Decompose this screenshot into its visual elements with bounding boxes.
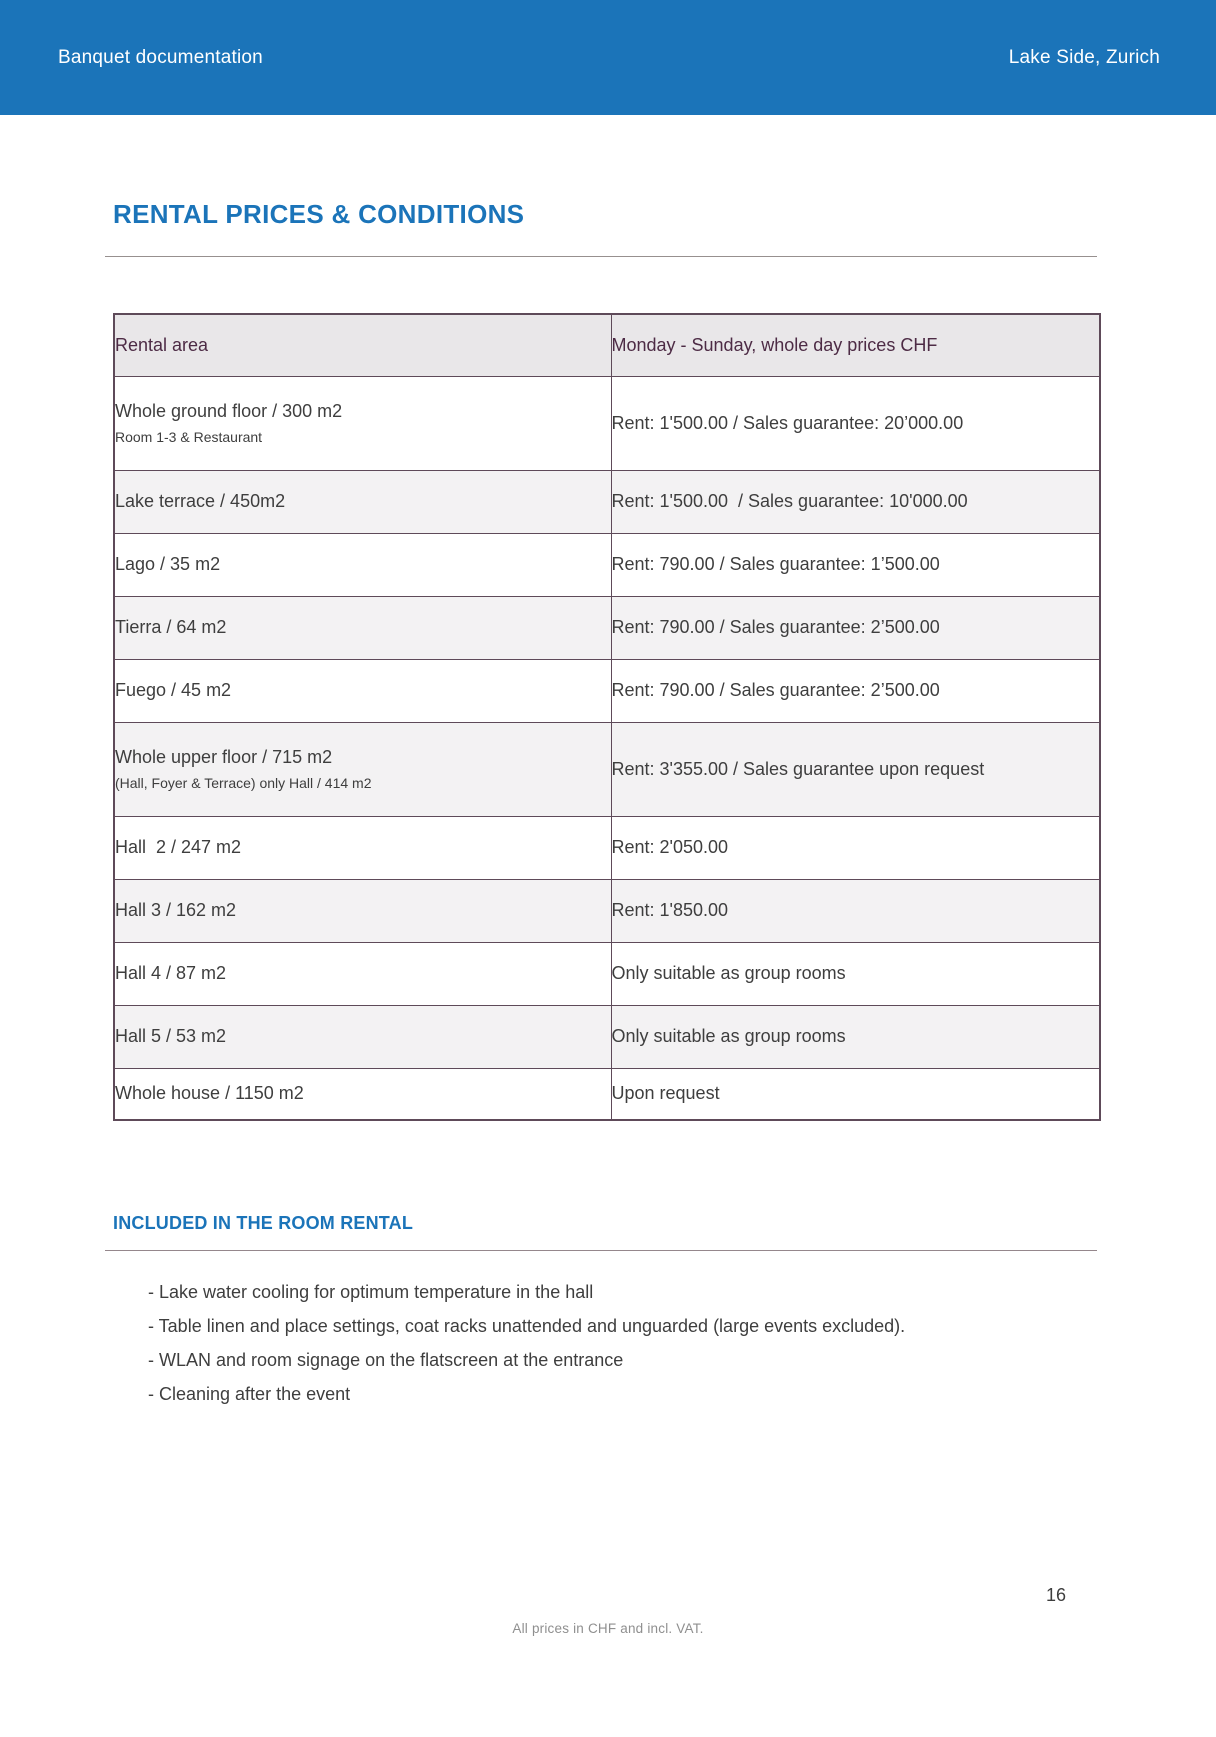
table-row bbox=[114, 879, 1100, 942]
table-row bbox=[114, 376, 1100, 470]
table-row bbox=[114, 722, 1100, 816]
list-item: - Table linen and place settings, coat racks unattended and unguarded (large events excluded). bbox=[148, 1316, 906, 1337]
rental-area-cell: Hall 3 / 162 m2 bbox=[114, 879, 611, 942]
rental-area-cell: Whole ground floor / 300 m2 Room 1-3 & Restaurant bbox=[114, 376, 611, 470]
footer-note: All prices in CHF and incl. VAT. bbox=[512, 1621, 704, 1636]
included-section-divider bbox=[105, 1250, 1097, 1251]
table-row bbox=[114, 659, 1100, 722]
rental-prices-table bbox=[113, 313, 1101, 1121]
price-cell: Only suitable as group rooms bbox=[611, 942, 1100, 1005]
included-items-list bbox=[148, 1281, 1216, 1406]
included-section-title: INCLUDED IN THE ROOM RENTAL bbox=[113, 1213, 414, 1233]
rental-area-cell: Whole house / 1150 m2 bbox=[114, 1068, 611, 1120]
rental-area-cell: Tierra / 64 m2 bbox=[114, 596, 611, 659]
rental-area-cell: Fuego / 45 m2 bbox=[114, 659, 611, 722]
table-row bbox=[114, 470, 1100, 533]
table-row bbox=[114, 533, 1100, 596]
table-row bbox=[114, 942, 1100, 1005]
rental-area-cell: Hall 4 / 87 m2 bbox=[114, 942, 611, 1005]
table-row bbox=[114, 1005, 1100, 1068]
list-item: - Lake water cooling for optimum temperature in the hall bbox=[148, 1282, 594, 1302]
rental-area-cell: Hall 5 / 53 m2 bbox=[114, 1005, 611, 1068]
banner-location: Lake Side, Zurich bbox=[1008, 46, 1160, 68]
table-header-row bbox=[114, 314, 1100, 376]
price-cell: Rent: 790.00 / Sales guarantee: 2’500.00 bbox=[611, 596, 1100, 659]
price-cell: Rent: 790.00 / Sales guarantee: 2’500.00 bbox=[611, 659, 1100, 722]
price-cell: Rent: 2'050.00 bbox=[611, 816, 1100, 879]
rental-area-cell: Lago / 35 m2 bbox=[114, 533, 611, 596]
rental-area-cell: Lake terrace / 450m2 bbox=[114, 470, 611, 533]
rental-area-sublabel: (Hall, Foyer & Terrace) only Hall / 414 m2 bbox=[115, 775, 372, 791]
price-cell: Only suitable as group rooms bbox=[611, 1005, 1100, 1068]
page-title: RENTAL PRICES & CONDITIONS bbox=[113, 199, 525, 229]
price-cell: Rent: 790.00 / Sales guarantee: 1’500.00 bbox=[611, 533, 1100, 596]
rental-area-cell: Hall 2 / 247 m2 bbox=[114, 816, 611, 879]
rental-area-sublabel: Room 1-3 & Restaurant bbox=[115, 429, 263, 445]
price-cell: Rent: 3'355.00 / Sales guarantee upon request bbox=[611, 722, 1100, 816]
price-cell: Rent: 1'500.00 / Sales guarantee: 10'000.00 bbox=[611, 470, 1100, 533]
column-header-rental-area: Rental area bbox=[114, 314, 611, 376]
title-divider bbox=[105, 256, 1097, 257]
price-cell: Rent: 1'850.00 bbox=[611, 879, 1100, 942]
price-cell: Rent: 1'500.00 / Sales guarantee: 20’000.00 bbox=[611, 376, 1100, 470]
banner-document-title: Banquet documentation bbox=[58, 46, 263, 68]
page-number: 16 bbox=[1045, 1585, 1066, 1605]
list-item: - WLAN and room signage on the flatscreen at the entrance bbox=[148, 1350, 624, 1371]
table-row bbox=[114, 596, 1100, 659]
table-row bbox=[114, 816, 1100, 879]
rental-area-cell: Whole upper floor / 715 m2 (Hall, Foyer & Terrace) only Hall / 414 m2 bbox=[114, 722, 611, 816]
table-row bbox=[114, 1068, 1100, 1120]
list-item: - Cleaning after the event bbox=[148, 1384, 351, 1405]
price-cell: Upon request bbox=[611, 1068, 1100, 1120]
column-header-prices: Monday - Sunday, whole day prices CHF bbox=[611, 314, 1100, 376]
page-header-banner bbox=[0, 0, 1216, 115]
